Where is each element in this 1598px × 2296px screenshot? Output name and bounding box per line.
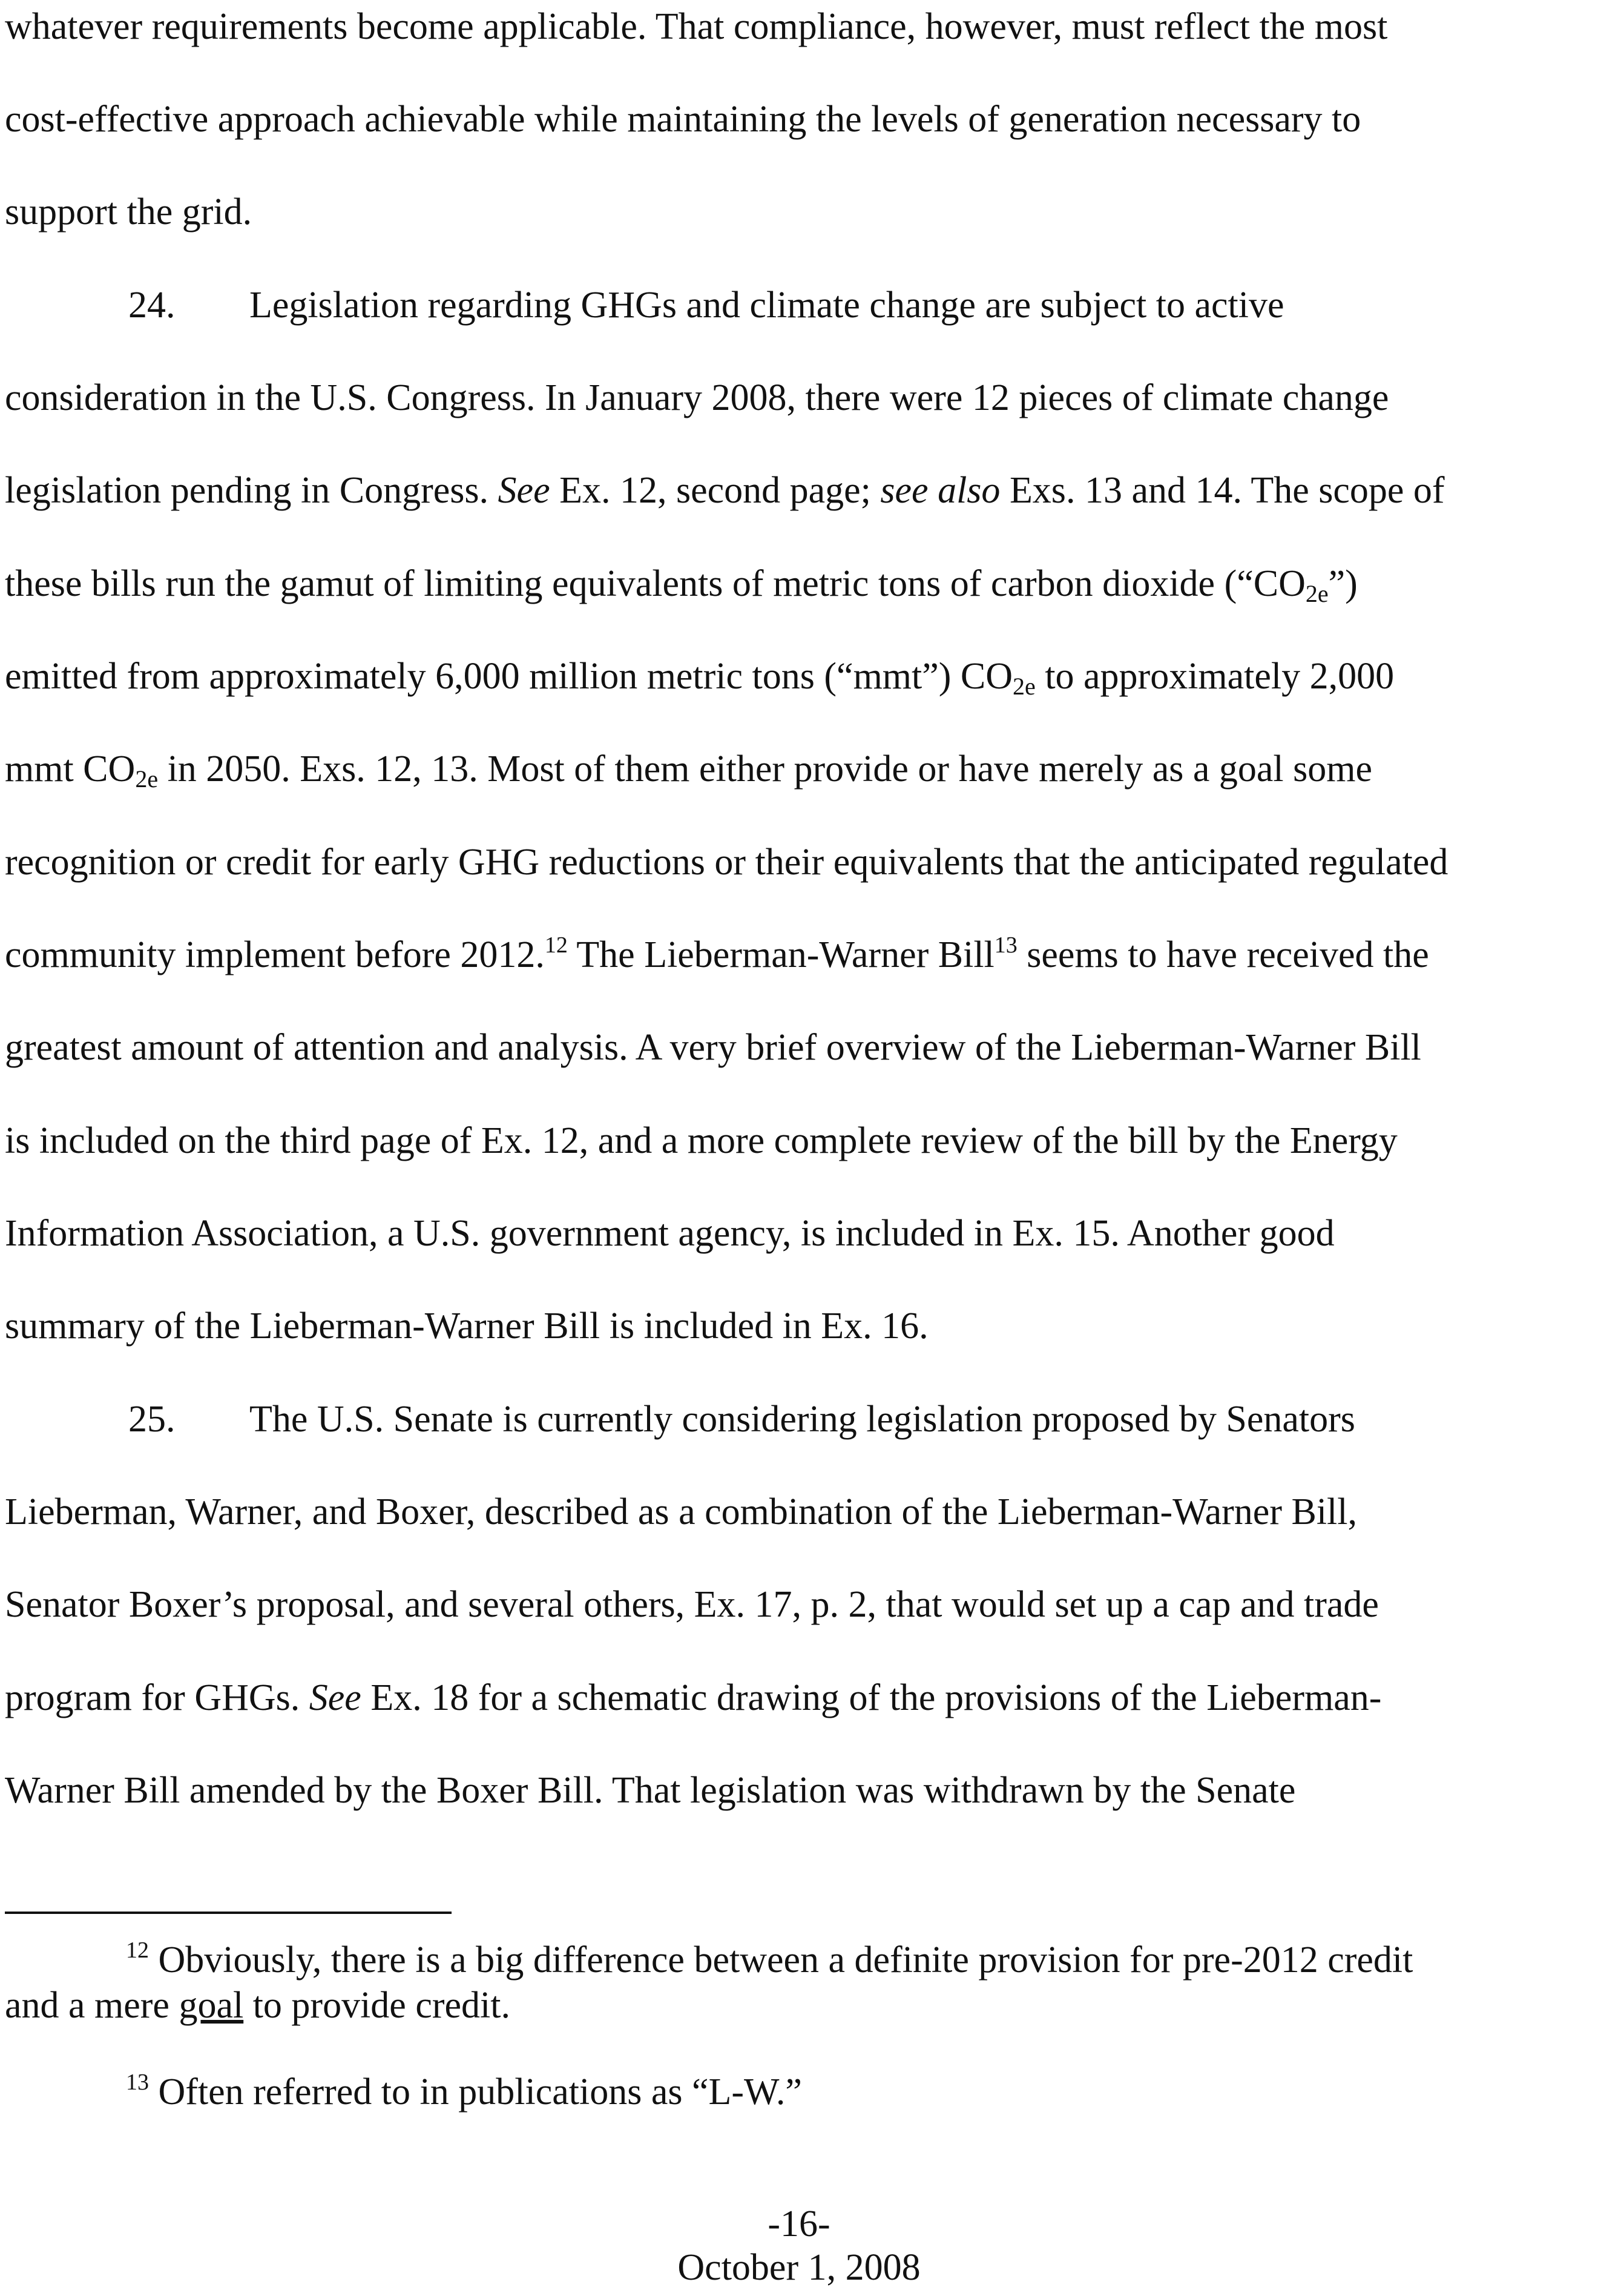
footnote-separator <box>5 1912 452 1914</box>
body-line: recognition or credit for early GHG reductions or their equivalents that the anticipated regulated <box>5 842 1448 883</box>
citation-signal: See <box>309 1677 361 1718</box>
body-text: these bills run the gamut of limiting equivalents of metric tons of carbon dioxide (“CO <box>5 563 1306 604</box>
footnote-number: 13 <box>126 2070 149 2095</box>
body-text: community implement before 2012. <box>5 934 545 975</box>
body-line: support the grid. <box>5 191 252 233</box>
body-text: mmt CO <box>5 748 136 790</box>
footnote-text: and a mere <box>5 1985 179 2026</box>
citation-signal: See <box>498 470 550 511</box>
body-line: greatest amount of attention and analysis. A very brief overview of the Lieberman-Warner Bill <box>5 1027 1421 1068</box>
footnote-reference-13[interactable]: 13 <box>994 932 1018 958</box>
body-line: Warner Bill amended by the Boxer Bill. That legislation was withdrawn by the Senate <box>5 1770 1296 1811</box>
footnote-reference-12[interactable]: 12 <box>544 932 568 958</box>
body-text: ”) <box>1328 563 1358 604</box>
body-text: The Lieberman-Warner Bill <box>567 934 995 975</box>
footnote-13 <box>126 2070 802 2114</box>
footnote-text: to provide credit. <box>243 1985 510 2026</box>
body-line: summary of the Lieberman-Warner Bill is included in Ex. 16. <box>5 1305 929 1347</box>
body-line <box>5 745 1372 793</box>
body-line <box>5 466 1445 515</box>
body-line: Information Association, a U.S. government agency, is included in Ex. 15. Another good <box>5 1213 1335 1254</box>
underlined-emphasis: goal <box>179 1985 244 2026</box>
body-line <box>5 652 1394 701</box>
body-line <box>5 1674 1381 1722</box>
paragraph-25-first-line <box>128 1395 1355 1443</box>
body-text: Ex. 12, second page; <box>550 470 881 511</box>
body-line: consideration in the U.S. Congress. In January 2008, there were 12 pieces of climate change <box>5 377 1389 418</box>
body-line: cost-effective approach achievable while maintaining the levels of generation necessary to <box>5 99 1361 140</box>
footnote-text: Often referred to in publications as “L-W.” <box>149 2071 802 2113</box>
body-text: legislation pending in Congress. <box>5 470 498 511</box>
body-text: program for GHGs. <box>5 1677 309 1718</box>
footnote-text: Obviously, there is a big difference between a definite provision for pre-2012 credit <box>149 1939 1413 1981</box>
subscript: 2e <box>135 765 159 793</box>
footnote-12 <box>126 1938 1413 1982</box>
body-text: emitted from approximately 6,000 million metric tons (“mmt”) CO <box>5 656 1013 697</box>
subscript: 2e <box>1013 673 1036 700</box>
body-line: Senator Boxer’s proposal, and several others, Ex. 17, p. 2, that would set up a cap and trade <box>5 1584 1379 1625</box>
paragraph-number: 24. <box>128 285 176 326</box>
body-text: Exs. 13 and 14. The scope of <box>1000 470 1445 511</box>
paragraph-24-first-line <box>128 281 1284 329</box>
citation-signal: see also <box>880 470 1001 511</box>
body-line <box>5 931 1429 979</box>
body-text: The U.S. Senate is currently considering legislation proposed by Senators <box>249 1399 1355 1440</box>
subscript: 2e <box>1305 580 1329 607</box>
body-text: seems to have received the <box>1017 934 1429 975</box>
body-line: Lieberman, Warner, and Boxer, described as a combination of the Lieberman-Warner Bill, <box>5 1491 1357 1532</box>
footer-date: October 1, 2008 <box>677 2247 921 2288</box>
footnote-number: 12 <box>126 1938 149 1963</box>
paragraph-number: 25. <box>128 1399 176 1440</box>
body-line <box>5 559 1358 608</box>
body-text: in 2050. Exs. 12, 13. Most of them either provide or have merely as a goal some <box>158 748 1373 790</box>
body-text: to approximately 2,000 <box>1035 656 1395 697</box>
body-line: is included on the third page of Ex. 12, and a more complete review of the bill by the Energy <box>5 1120 1398 1161</box>
page-number: -16- <box>768 2203 830 2245</box>
body-text: Ex. 18 for a schematic drawing of the provisions of the Lieberman- <box>361 1677 1382 1718</box>
body-line: whatever requirements become applicable. That compliance, however, must reflect the most <box>5 6 1388 47</box>
footnote-12-continued <box>5 1984 510 2027</box>
body-text: Legislation regarding GHGs and climate change are subject to active <box>249 285 1284 326</box>
